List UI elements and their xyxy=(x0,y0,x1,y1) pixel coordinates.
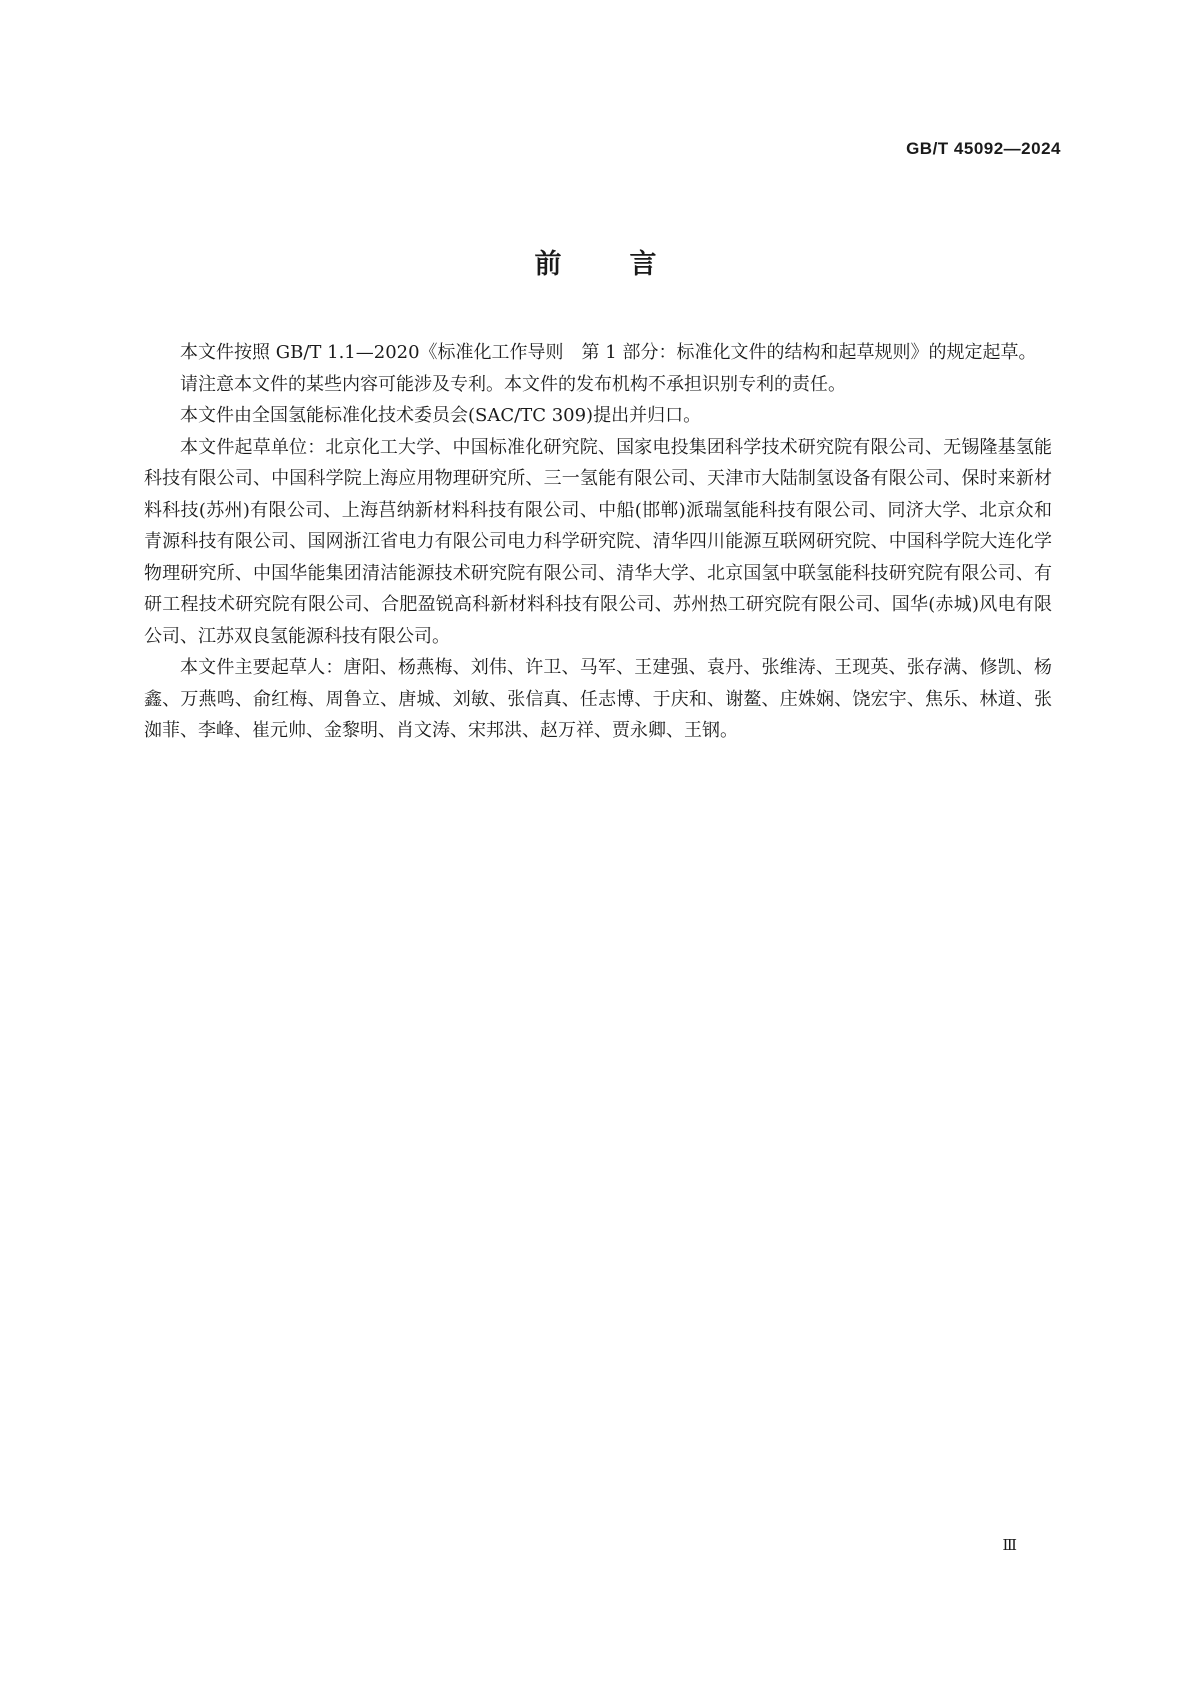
paragraph-patent-notice: 请注意本文件的某些内容可能涉及专利。本文件的发布机构不承担识别专利的责任。 xyxy=(180,373,846,395)
title-char-2: 言 xyxy=(629,249,657,280)
paragraph-drafters: 本文件主要起草人：唐阳、杨燕梅、刘伟、许卫、马军、王建强、袁丹、张维涛、王现英、张存满、修凯、杨鑫、万燕鸣、俞红梅、周鲁立、唐城、刘敏、张信真、任志博、于庆和、谢鳌、庄姝娴、饶宏宇、焦乐、林道、张洳菲、李峰、崔元帅、金黎明、肖文涛、宋邦洪、赵万祥、贾永卿、王钢。 xyxy=(144,657,1052,741)
title-char-1: 前 xyxy=(534,249,562,280)
page-number: Ⅲ xyxy=(1002,1536,1017,1554)
paragraph-proposer: 本文件由全国氢能标准化技术委员会(SAC/TC 309)提出并归口。 xyxy=(180,405,702,426)
paragraph-drafting-units: 本文件起草单位：北京化工大学、中国标准化研究院、国家电投集团科学技术研究院有限公司、无锡隆基氢能科技有限公司、中国科学院上海应用物理研究所、三一氢能有限公司、天津市大陆制氢设备有限公司、保时来新材料科技(苏州)有限公司、上海莒纳新材料科技有限公司、中船(邯郸)派瑞氢能科技有限公司、同济大学、北京众和青源科技有限公司、国网浙江省电力有限公司电力科学研究院、清华四川能源互联网研究院、中国科学院大连化学物理研究所、中国华能集团清洁能源技术研究院有限公司、清华大学、北京国氢中联氢能科技研究院有限公司、有研工程技术研究院有限公司、合肥盈锐高科新材料科技有限公司、苏州热工研究院有限公司、国华(赤城)风电有限公司、江苏双良氢能源科技有限公司。 xyxy=(144,436,1052,647)
foreword-body xyxy=(144,337,1052,747)
standard-code: GB/T 45092—2024 xyxy=(906,139,1061,158)
paragraph-drafting-rules: 本文件按照 GB/T 1.1—2020《标准化工作导则 第 1 部分：标准化文件的结构和起草规则》的规定起草。 xyxy=(180,342,1037,363)
page-title xyxy=(0,242,1191,281)
